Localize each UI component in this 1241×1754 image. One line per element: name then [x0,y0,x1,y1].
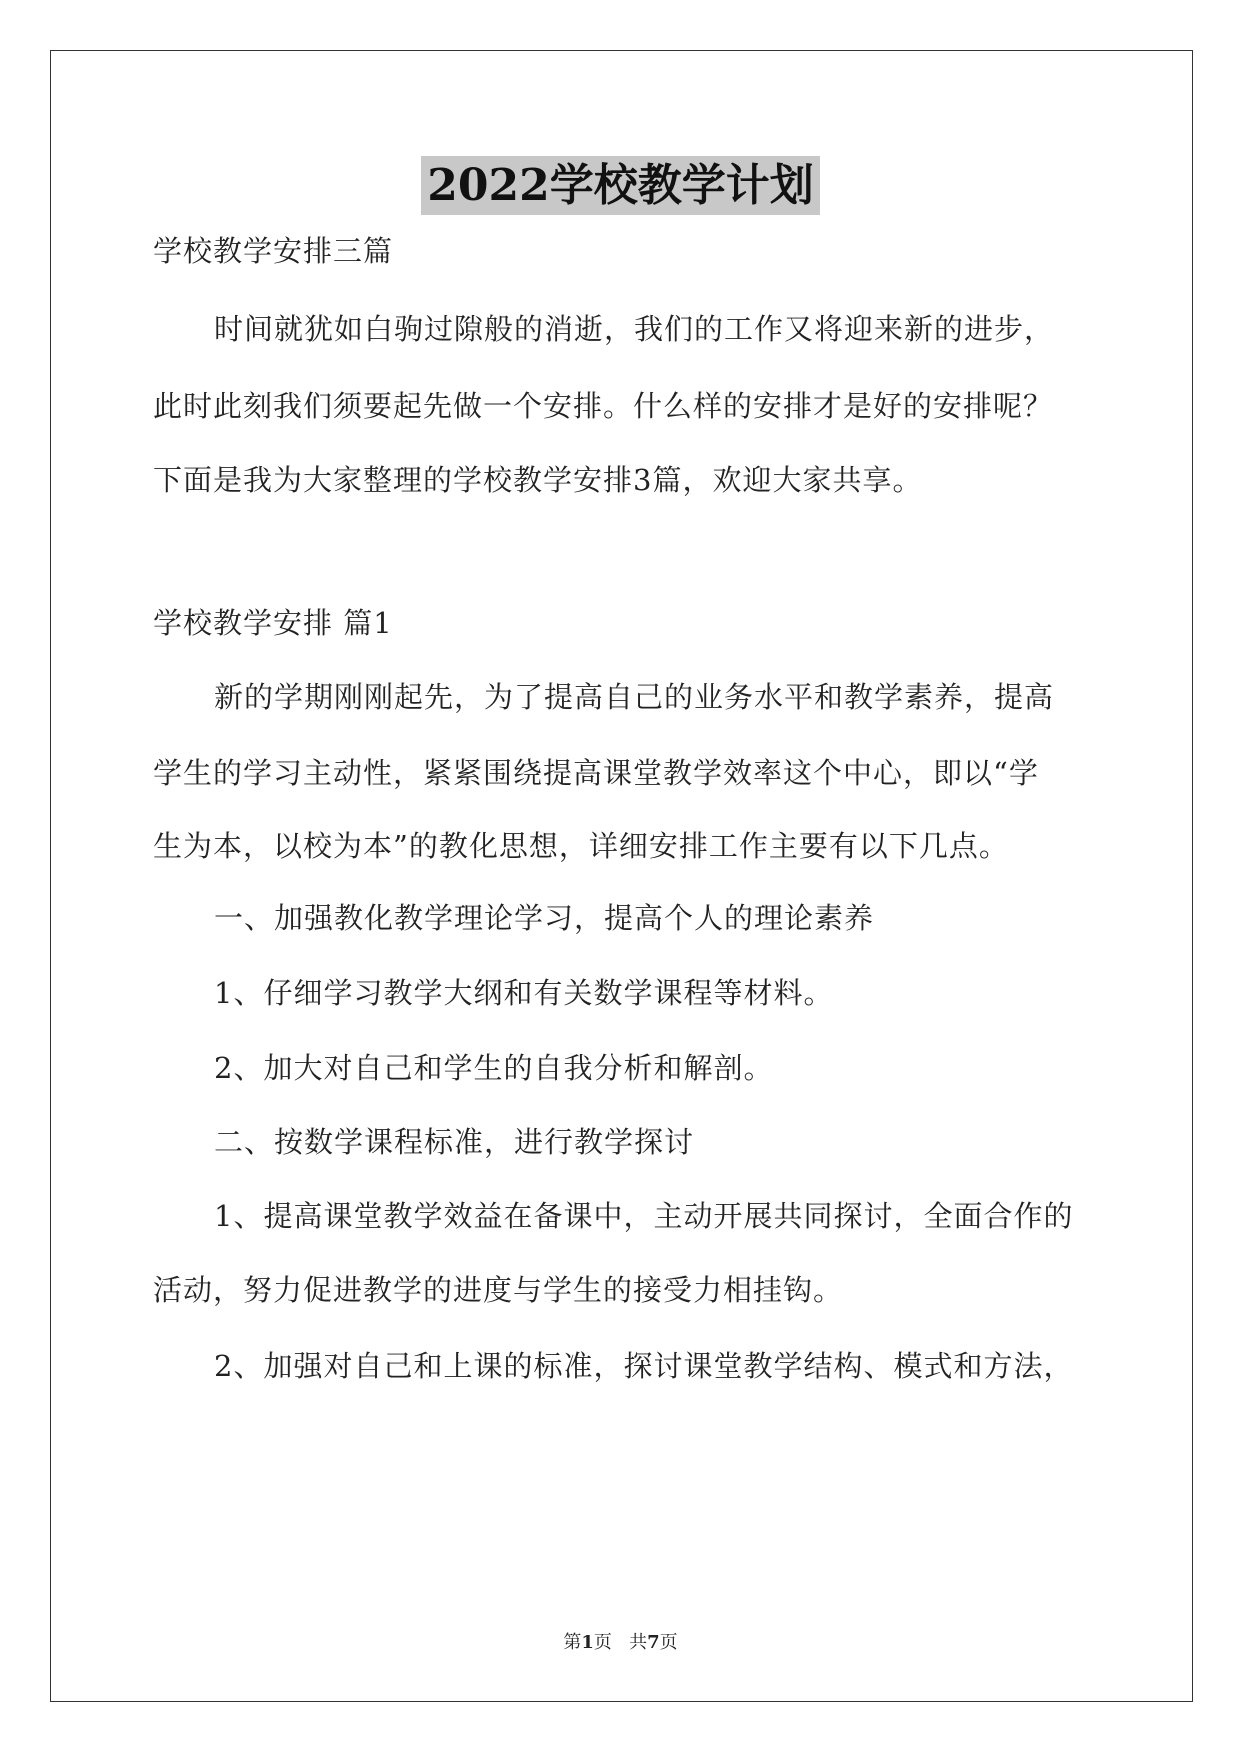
page-border [50,50,1193,1702]
footer-suffix: 页 [659,1632,678,1653]
paragraph-line: 时间就犹如白驹过隙般的消逝，我们的工作又将迎来新的进步， [214,312,1055,346]
paragraph-line: 下面是我为大家整理的学校教学安排3篇，欢迎大家共享。 [153,463,923,497]
paragraph-line: 2、加强对自己和上课的标准，探讨课堂教学结构、模式和方法， [214,1349,1074,1383]
document-title-text: 2022学校教学计划 [421,156,819,215]
footer-total-pages: 7 [647,1632,660,1653]
section-heading: 学校教学安排 篇1 [153,606,393,640]
paragraph-line: 活动，努力促进教学的进度与学生的接受力相挂钩。 [153,1273,844,1307]
paragraph-line: 新的学期刚刚起先，为了提高自己的业务水平和教学素养，提高 [214,680,1055,714]
paragraph-line: 此时此刻我们须要起先做一个安排。什么样的安排才是好的安排呢？ [153,389,1054,423]
footer-current-page: 1 [581,1632,594,1653]
paragraph-line: 2、加大对自己和学生的自我分析和解剖。 [214,1051,774,1085]
paragraph-line: 1、仔细学习教学大纲和有关数学课程等材料。 [214,976,834,1010]
footer-mid: 页 共 [593,1632,648,1653]
paragraph-line: 生为本，以校为本”的教化思想，详细安排工作主要有以下几点。 [153,829,1009,863]
page-footer [0,1631,1241,1655]
paragraph-line: 学生的学习主动性，紧紧围绕提高课堂教学效率这个中心，即以“学 [153,756,1039,790]
document-title [0,155,1241,217]
paragraph-line: 二、按数学课程标准，进行教学探讨 [214,1125,695,1159]
subtitle-line: 学校教学安排三篇 [153,234,394,268]
paragraph-line: 1、提高课堂教学效益在备课中，主动开展共同探讨，全面合作的 [214,1199,1074,1233]
paragraph-line: 一、加强教化教学理论学习，提高个人的理论素养 [214,901,875,935]
footer-prefix: 第 [563,1632,582,1653]
